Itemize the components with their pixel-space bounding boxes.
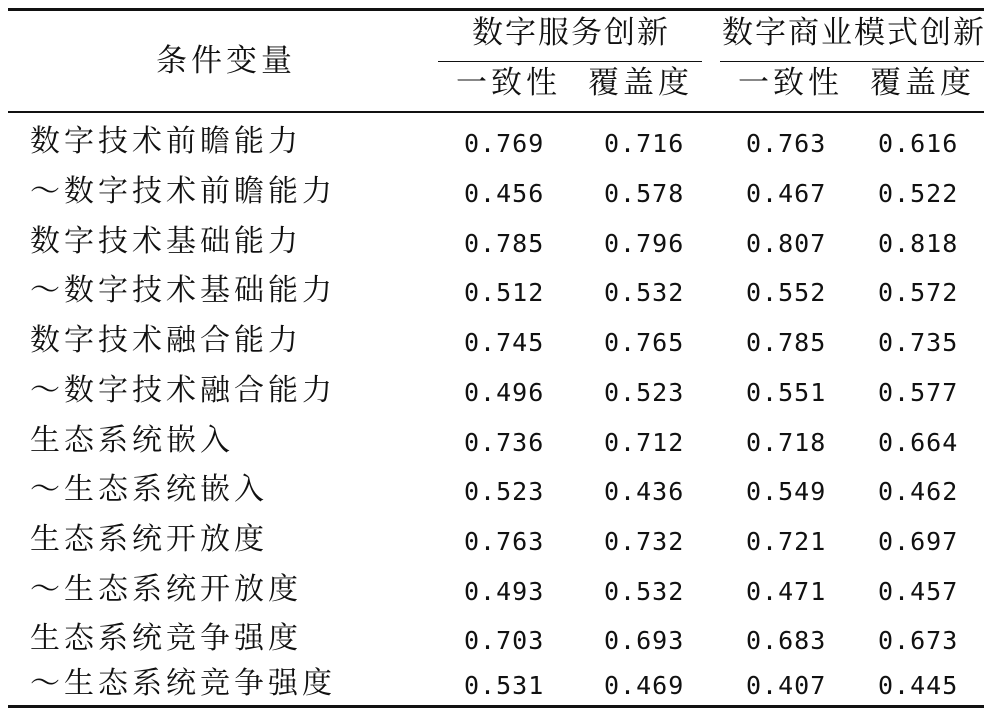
service-consistency-value: 0.785 bbox=[464, 229, 545, 258]
business-coverage-value: 0.818 bbox=[878, 229, 959, 258]
business-consistency-value: 0.785 bbox=[746, 328, 827, 357]
header-group-business-model-innovation: 数字商业模式创新 bbox=[722, 15, 986, 51]
row-label: ～生态系统嵌入 bbox=[30, 472, 268, 507]
row-label: ～数字技术融合能力 bbox=[30, 373, 336, 408]
business-coverage-value: 0.462 bbox=[878, 477, 959, 506]
data-table bbox=[8, 8, 984, 708]
service-coverage-value: 0.532 bbox=[604, 278, 685, 307]
service-consistency-value: 0.523 bbox=[464, 477, 545, 506]
table-row bbox=[8, 267, 984, 317]
row-label: 数字技术前瞻能力 bbox=[30, 124, 302, 159]
header-service-consistency: 一致性 bbox=[456, 65, 561, 101]
service-coverage-value: 0.712 bbox=[604, 428, 685, 457]
row-label: ～数字技术前瞻能力 bbox=[30, 174, 336, 209]
table-row bbox=[8, 664, 984, 704]
header-service-coverage: 覆盖度 bbox=[588, 65, 693, 101]
header-condition-variable: 条件变量 bbox=[156, 43, 296, 79]
business-coverage-value: 0.522 bbox=[878, 179, 959, 208]
header-business-coverage: 覆盖度 bbox=[870, 65, 975, 101]
service-consistency-value: 0.736 bbox=[464, 428, 545, 457]
service-consistency-value: 0.763 bbox=[464, 527, 545, 556]
business-consistency-value: 0.683 bbox=[746, 626, 827, 655]
row-label: ～生态系统开放度 bbox=[30, 572, 302, 607]
service-consistency-value: 0.496 bbox=[464, 378, 545, 407]
service-coverage-value: 0.578 bbox=[604, 179, 685, 208]
header-group-business-underline bbox=[720, 61, 984, 62]
header-business-consistency: 一致性 bbox=[738, 65, 843, 101]
table-row bbox=[8, 118, 984, 168]
business-consistency-value: 0.552 bbox=[746, 278, 827, 307]
business-coverage-value: 0.572 bbox=[878, 278, 959, 307]
header-group-service-innovation: 数字服务创新 bbox=[472, 15, 670, 51]
business-consistency-value: 0.551 bbox=[746, 378, 827, 407]
business-consistency-value: 0.718 bbox=[746, 428, 827, 457]
business-consistency-value: 0.471 bbox=[746, 577, 827, 606]
row-label: 生态系统竞争强度 bbox=[30, 621, 302, 656]
business-consistency-value: 0.549 bbox=[746, 477, 827, 506]
service-coverage-value: 0.732 bbox=[604, 527, 685, 556]
service-consistency-value: 0.531 bbox=[464, 671, 545, 700]
service-consistency-value: 0.493 bbox=[464, 577, 545, 606]
service-consistency-value: 0.512 bbox=[464, 278, 545, 307]
business-coverage-value: 0.457 bbox=[878, 577, 959, 606]
table-row bbox=[8, 317, 984, 367]
service-consistency-value: 0.456 bbox=[464, 179, 545, 208]
service-consistency-value: 0.745 bbox=[464, 328, 545, 357]
business-coverage-value: 0.664 bbox=[878, 428, 959, 457]
table-header-rule bbox=[8, 111, 984, 113]
service-coverage-value: 0.716 bbox=[604, 129, 685, 158]
row-label: 生态系统嵌入 bbox=[30, 423, 234, 458]
business-coverage-value: 0.697 bbox=[878, 527, 959, 556]
business-consistency-value: 0.807 bbox=[746, 229, 827, 258]
table-top-rule bbox=[8, 8, 984, 11]
service-consistency-value: 0.769 bbox=[464, 129, 545, 158]
table-bottom-rule bbox=[8, 705, 984, 708]
table-row bbox=[8, 367, 984, 417]
service-coverage-value: 0.523 bbox=[604, 378, 685, 407]
business-coverage-value: 0.673 bbox=[878, 626, 959, 655]
service-coverage-value: 0.469 bbox=[604, 671, 685, 700]
business-consistency-value: 0.467 bbox=[746, 179, 827, 208]
row-label: 生态系统开放度 bbox=[30, 522, 268, 557]
table-row bbox=[8, 168, 984, 218]
business-consistency-value: 0.763 bbox=[746, 129, 827, 158]
table-row bbox=[8, 466, 984, 516]
table-row bbox=[8, 516, 984, 566]
service-coverage-value: 0.796 bbox=[604, 229, 685, 258]
service-coverage-value: 0.765 bbox=[604, 328, 685, 357]
table-row bbox=[8, 417, 984, 467]
business-coverage-value: 0.616 bbox=[878, 129, 959, 158]
business-consistency-value: 0.407 bbox=[746, 671, 827, 700]
row-label: 数字技术基础能力 bbox=[30, 224, 302, 259]
table-row bbox=[8, 218, 984, 268]
row-label: ～生态系统竞争强度 bbox=[30, 666, 336, 701]
table-row bbox=[8, 566, 984, 616]
business-coverage-value: 0.445 bbox=[878, 671, 959, 700]
service-consistency-value: 0.703 bbox=[464, 626, 545, 655]
business-coverage-value: 0.577 bbox=[878, 378, 959, 407]
service-coverage-value: 0.436 bbox=[604, 477, 685, 506]
row-label: 数字技术融合能力 bbox=[30, 323, 302, 358]
business-coverage-value: 0.735 bbox=[878, 328, 959, 357]
service-coverage-value: 0.693 bbox=[604, 626, 685, 655]
table-row bbox=[8, 615, 984, 665]
row-label: ～数字技术基础能力 bbox=[30, 273, 336, 308]
business-consistency-value: 0.721 bbox=[746, 527, 827, 556]
service-coverage-value: 0.532 bbox=[604, 577, 685, 606]
header-group-service-underline bbox=[438, 61, 702, 62]
